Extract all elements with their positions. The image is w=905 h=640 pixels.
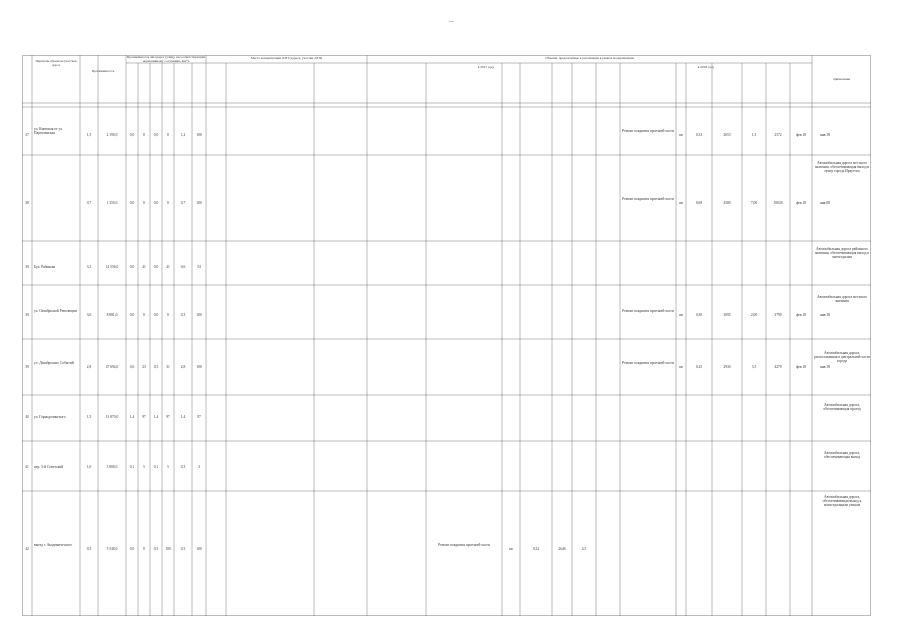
row1-v2: 2653 bbox=[723, 133, 731, 137]
row6-b: 97 bbox=[142, 415, 146, 419]
row8-area: 5 540,0 bbox=[106, 547, 118, 551]
row8-work-type: Ремонт покрытия проезжей части bbox=[438, 543, 490, 547]
row5-f: 100 bbox=[196, 365, 202, 369]
row6-num: 40 bbox=[25, 415, 29, 419]
header-length: Протяжённость bbox=[91, 69, 115, 73]
row1-c: 0,0 bbox=[153, 133, 159, 137]
table-grid-lines bbox=[22, 55, 871, 616]
row4-e: 0,3 bbox=[180, 313, 186, 317]
row8-num: 42 bbox=[25, 547, 29, 551]
row7-num: 41 bbox=[25, 465, 29, 469]
row5-v3: 3,5 bbox=[751, 365, 757, 369]
row1-area: 2 190,0 bbox=[106, 133, 118, 137]
row8-d: 100 bbox=[165, 547, 171, 551]
row8-c: 0,3 bbox=[153, 547, 159, 551]
row8-len: 0,3 bbox=[86, 547, 92, 551]
row7-len: 1,0 bbox=[86, 465, 92, 469]
row4-work-type: Ремонт покрытия проезжей части bbox=[622, 309, 674, 313]
row2-area: 1 350,0 bbox=[106, 201, 118, 205]
row6-d: 97 bbox=[166, 415, 170, 419]
row5-num: 39 bbox=[25, 365, 29, 369]
row7-b: 5 bbox=[143, 465, 145, 469]
row5-v4: 4279 bbox=[774, 365, 782, 369]
row5-e: 2,8 bbox=[180, 365, 186, 369]
row1-len: 1,5 bbox=[86, 133, 92, 137]
row1-v5: фев.18 bbox=[795, 133, 807, 137]
row4-v5: фев.18 bbox=[795, 313, 807, 317]
row3-e: 0,6 bbox=[180, 265, 186, 269]
row2-v6: янв.08 bbox=[820, 201, 830, 205]
row4-area: 8 881,0 bbox=[106, 313, 118, 317]
row8-v1: 0,32 bbox=[532, 547, 540, 551]
row2-c: 0,0 bbox=[153, 201, 159, 205]
row7-d: 5 bbox=[167, 465, 169, 469]
row8-unit: кв bbox=[509, 547, 513, 551]
row8-e: 0,3 bbox=[180, 547, 186, 551]
row2-d: 0 bbox=[167, 201, 169, 205]
row3-area: 12 556,0 bbox=[105, 265, 119, 269]
row1-unit: кв bbox=[679, 133, 683, 137]
row5-d: 31 bbox=[166, 365, 170, 369]
row5-work-type: Ремонт покрытия проезжей части bbox=[622, 361, 674, 365]
row2-v2: 4580 bbox=[723, 201, 731, 205]
row3-f: 54 bbox=[197, 265, 201, 269]
row2-b: 0 bbox=[143, 201, 145, 205]
row6-e: 1,4 bbox=[180, 415, 186, 419]
row4-note: Автомобильная дорога местного значения bbox=[817, 295, 867, 304]
row6-len: 1,5 bbox=[86, 415, 92, 419]
row4-v6: янв.18 bbox=[820, 313, 830, 317]
row2-note: Автомобильная дорога местного значения, обеспечивающая выход в центр города Иркутска bbox=[814, 161, 870, 174]
row1-name: ул. Киевская от ул. Партизанская bbox=[34, 127, 63, 136]
row5-area: 47 694,0 bbox=[105, 365, 119, 369]
row4-len: 3,0 bbox=[86, 313, 92, 317]
row5-note: Автомобильная дорога, расположенная в центральной части города bbox=[814, 351, 870, 364]
row7-f: 3 bbox=[198, 465, 200, 469]
header-2018: в 2018 году bbox=[697, 65, 715, 69]
row4-v2: 3095 bbox=[723, 313, 731, 317]
header-works: Объемы, предлагаемые к реализации в рамках модернизации bbox=[545, 56, 634, 60]
row5-a: 0,6 bbox=[129, 365, 135, 369]
row7-c: 0,1 bbox=[153, 465, 159, 469]
row5-len: 2,8 bbox=[86, 365, 92, 369]
row3-name: Бул. Рябикова bbox=[34, 265, 56, 269]
row4-num: 39 bbox=[25, 313, 29, 317]
page-number: — bbox=[449, 20, 454, 25]
row6-c: 1,4 bbox=[153, 415, 159, 419]
row6-note: Автомобильная дорога, обеспечивающая проезд bbox=[823, 403, 861, 412]
row2-e: 0,7 bbox=[180, 201, 186, 205]
row1-v1: 0,33 bbox=[695, 133, 703, 137]
header-state: Протяжённость автодорог (улиц), несоответствующих нормативному состоянию, км/% bbox=[126, 55, 206, 63]
row5-c: 0,5 bbox=[153, 365, 159, 369]
row3-num: 39 bbox=[25, 265, 29, 269]
row5-v1: 0,25 bbox=[695, 365, 703, 369]
row3-b: 41 bbox=[142, 265, 146, 269]
row3-c: 0,0 bbox=[153, 265, 159, 269]
row2-len: 0,7 bbox=[86, 201, 92, 205]
row4-name: ул. Октябрьской Революции bbox=[34, 309, 77, 313]
row4-unit: кв bbox=[679, 313, 683, 317]
row4-v4: 3790 bbox=[774, 313, 782, 317]
row8-b: 0 bbox=[143, 547, 145, 551]
row2-num: 38 bbox=[25, 201, 29, 205]
row1-v4: 2572 bbox=[774, 133, 782, 137]
row7-area: 5 800,0 bbox=[106, 465, 118, 469]
row1-v6: янв.18 bbox=[820, 133, 830, 137]
row7-name: пер. 5-й Советский bbox=[34, 465, 64, 469]
row5-b: 23 bbox=[142, 365, 146, 369]
row2-v3: 7,00 bbox=[750, 201, 758, 205]
header-note: примечание bbox=[832, 77, 851, 81]
row2-work-type: Ремонт покрытия проезжей части bbox=[622, 197, 674, 201]
header-places: Места концентрации ДТП (адреса, участки ДТП) bbox=[250, 56, 323, 60]
row1-num: 37 bbox=[25, 133, 29, 137]
row6-name: ул. Горнодолинского bbox=[34, 415, 66, 419]
row3-note: Автомобильная дорога районного значения, обеспечивающая выход к магистралям bbox=[814, 247, 870, 260]
row5-v2: 2930 bbox=[723, 365, 731, 369]
row6-a: 1,4 bbox=[129, 415, 135, 419]
row3-a: 0,0 bbox=[129, 265, 135, 269]
row2-v1: 0,69 bbox=[695, 201, 703, 205]
row2-f: 100 bbox=[196, 201, 202, 205]
row1-d: 0 bbox=[167, 133, 169, 137]
row1-f: 100 bbox=[196, 133, 202, 137]
row8-name: выезд г. Академического bbox=[34, 543, 72, 547]
row4-d: 0 bbox=[167, 313, 169, 317]
row8-v2: 2646 bbox=[558, 547, 566, 551]
row2-unit: кв bbox=[679, 201, 683, 205]
row5-v6: янв.18 bbox=[820, 365, 830, 369]
row4-a: 0,0 bbox=[129, 313, 135, 317]
row1-b: 0 bbox=[143, 133, 145, 137]
header-road: Перечень объектов/участков дорог bbox=[35, 59, 77, 67]
row8-v3: 4,5 bbox=[581, 547, 587, 551]
row7-a: 0,1 bbox=[129, 465, 135, 469]
row2-v5: фев.18 bbox=[795, 201, 807, 205]
row2-a: 0,0 bbox=[129, 201, 135, 205]
row5-unit: кв bbox=[679, 365, 683, 369]
row2-v4: 10045 bbox=[773, 201, 783, 205]
row4-v3: 2,00 bbox=[750, 313, 758, 317]
header-2017: в 2017 году bbox=[477, 65, 495, 69]
row4-f: 100 bbox=[196, 313, 202, 317]
row5-name: ул. Декабрьских Событий bbox=[34, 361, 74, 365]
row3-len: 3,3 bbox=[86, 265, 92, 269]
row4-c: 0,0 bbox=[153, 313, 159, 317]
row1-work-type: Ремонт покрытия проезжей части bbox=[622, 129, 674, 133]
row8-f: 100 bbox=[196, 547, 202, 551]
row6-f: 97 bbox=[197, 415, 201, 419]
data-table bbox=[22, 55, 871, 616]
row6-area: 13 870,0 bbox=[105, 415, 119, 419]
row4-b: 0 bbox=[143, 313, 145, 317]
row8-a: 0,0 bbox=[129, 547, 135, 551]
row1-e: 1,2 bbox=[180, 133, 186, 137]
row8-note: Автомобильная дорога, обеспечивающая выход к магистральным улицам bbox=[822, 495, 862, 508]
row5-v5: фев.18 bbox=[795, 365, 807, 369]
row4-v1: 0,30 bbox=[695, 313, 703, 317]
row7-note: Автомобильная дорога, обеспечивающая выход bbox=[823, 451, 861, 460]
row3-d: 41 bbox=[166, 265, 170, 269]
row1-v3: 1,3 bbox=[751, 133, 757, 137]
row7-e: 0,3 bbox=[180, 465, 186, 469]
row1-a: 0,0 bbox=[129, 133, 135, 137]
